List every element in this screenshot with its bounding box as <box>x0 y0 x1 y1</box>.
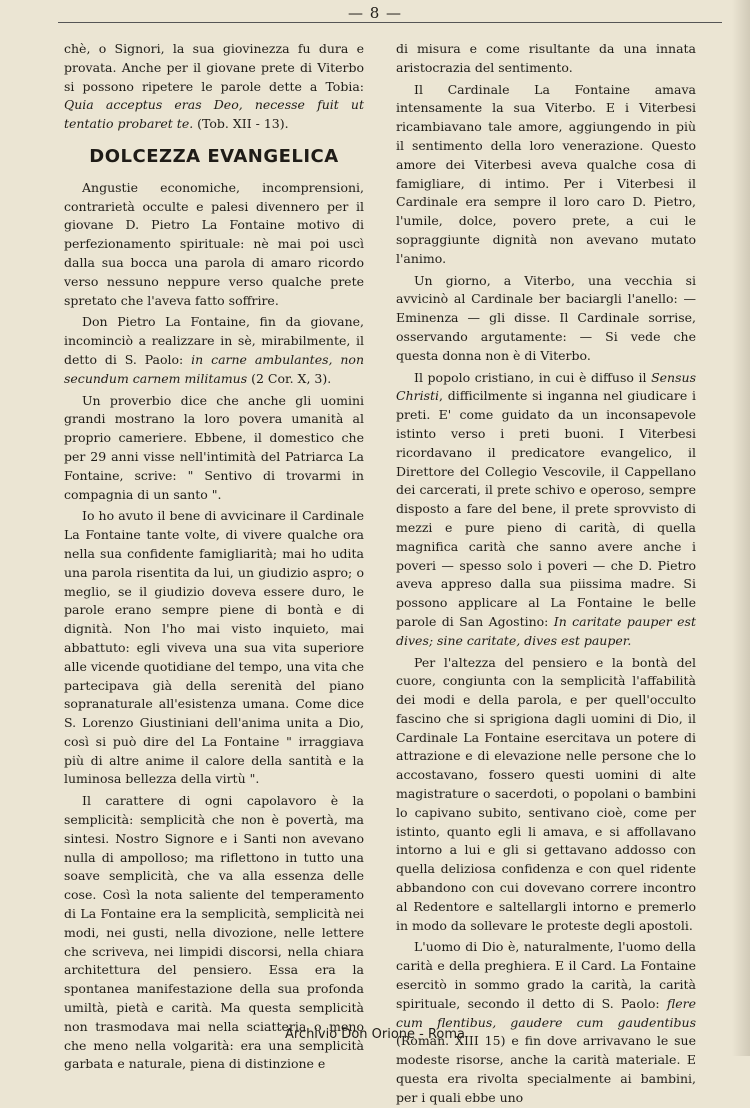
agostino-quote: In caritate pauper est dives; sine caritate, dives est pauper. <box>396 613 696 648</box>
paragraph: Per l'altezza del pensiero e la bontà del cuore, congiunta con la semplicità l'affabilità dei modi e della parola, e per quell'occulto fascino che si sprigiona dagli uomini di Dio, il Cardinale La Fontaine esercitava un potere di attrazione e di elevazione nelle persone che lo accostavano, fossero questi uomini di alte magistrature o sacerdoti, o popolani o bambini lo capivano subito, sentivano cioè, come per istinto, quanto egli li amava, e si affollavano intorno a lui e gli si gettavano addosso con quella deliziosa confidenza e con quel ridente abbandono con cui dovevano correre incontro al Redentore e saltellargli intorno e premerlo in modo da sollevare le proteste degli apostoli. <box>396 654 696 933</box>
paragraph: Un giorno, a Viterbo, una vecchia si avvicinò al Cardinale ber baciargli l'anello: — Eminenza — gli disse. Il Cardinale sorrise, osservando argutamente: — Si vede che questa donna non è di Viterbo. <box>396 272 696 363</box>
sensus-christi-quote: Sensus Christi <box>396 369 696 404</box>
header-rule <box>58 22 722 23</box>
paragraph <box>64 313 364 388</box>
paragraph: Il Cardinale La Fontaine amava intensamente la sua Viterbo. E i Viterbesi ricambiavano tale amore, aggiungendo in più il sentimento della loro venerazione. Questo amore dei Viterbesi aveva qualche cosa di famigliare, di intimo. Per i Viterbesi il Cardinale era sempre il loro caro D. Pietro, l'umile, dolce, povero prete, a cui le sopraggiunte dignità non avevano mutato l'animo. <box>396 81 696 266</box>
paragraph-reference: (2 Cor. X, 3). <box>247 370 332 386</box>
page-number: — 8 — <box>347 4 403 22</box>
paragraph: Angustie economiche, incomprensioni, contrarietà occulte e palesi divennero per il giovane D. Pietro La Fontaine motivo di perfezionamento spirituale: nè mai poi uscì dalla sua bocca una parola di amaro ricordo verso nessuno neppure verso qualche prete spretato che l'aveva fatto soffrire. <box>64 179 364 308</box>
section-title: DOLCEZZA EVANGELICA <box>89 145 339 167</box>
paragraph-text: Il popolo cristiano, in cui è diffuso il <box>414 369 652 385</box>
paragraph: di misura e come risultante da una innata aristocrazia del sentimento. <box>396 41 696 75</box>
right-column <box>396 40 696 1108</box>
intro-paragraph <box>64 40 364 134</box>
paul-quote: in carne ambulantes, non secundum carnem militamus <box>64 351 364 386</box>
paragraph-text: , difficilmente si inganna nel giudicare i preti. E' come guidato da un inconsapevole istinto verso i preti buoni. I Viterbesi ricordavano il predicatore evangelico, il Direttore del Collegio Vescovile, il Cappellano dei carcerati, il prete schivo e operoso, sempre disposto a fare del bene, il prete sprovvisto di mezzi e pure pieno di carità, di quella magnifica carità che sanno avere anche i poveri — spesso solo i poveri — che D. Pietro aveva appreso dalla sua piissima madre. Si possono applicare al La Fontaine le belle parole di San Agostino: <box>396 388 696 629</box>
archive-footer: Archivio Don Orione - Roma <box>284 1027 466 1042</box>
tobia-quote: Quia acceptus eras Deo, necesse fuit ut tentatio probaret te. <box>64 97 364 132</box>
page-edge-shadow <box>732 0 750 1056</box>
paragraph <box>396 369 696 651</box>
left-column <box>64 40 364 1074</box>
paragraph-text: Don Pietro La Fontaine, fin da giovane, incominciò a realizzare in sè, mirabilmente, il detto di S. Paolo: <box>64 314 364 367</box>
paragraph: Il carattere di ogni capolavoro è la semplicità: semplicità che non è povertà, ma sintesi. Nostro Signore e i Santi non avevano nulla di ampolloso; ma riflettono in tutto una soave semplicità, che va alla essenza delle cose. Così la nota saliente del temperamento di La Fontaine era la semplicità, semplicità nei modi, nei gusti, nella divozione, nelle lettere che scriveva, nei limpidi discorsi, nella chiara architettura del pensiero. Essa era la spontanea manifestazione della sua profonda umiltà, pietà e carità. Ma questa semplicità non trasmodava mai nella sciatteria o meno che meno nella volgarità: era una semplicità garbata e naturale, piena di distinzione e <box>64 793 364 1072</box>
paragraph-text: L'uomo di Dio è, naturalmente, l'uomo della carità e della preghiera. E il Card. La Fontaine esercitò in sommo grado la carità, la carità spirituale, secondo il detto di S. Paolo: <box>396 939 696 1011</box>
intro-text: chè, o Signori, la sua giovinezza fu dura e provata. Anche per il giovane prete di Viterbo si possono ripetere le parole dette a Tobia: <box>64 41 364 94</box>
paul-quote: flere cum flentibus, gaudere cum gaudentibus <box>396 995 696 1030</box>
paragraph: Io ho avuto il bene di avvicinare il Cardinale La Fontaine tante volte, di vivere qualche ora nella sua confidente famigliarità; mai ho udita una parola risentita da lui, un giudizio aspro; o meglio, se il giudizio doveva essere duro, le parole erano sempre piene di bontà e di dignità. Non l'ho mai visto inquieto, mai abbattuto: egli viveva una sua vita superiore alle vicende quotidiane del tempo, una vita che partecipava già della serenità del piano sopranaturale all'esistenza umana. Come dice S. Lorenzo Giustiniani dell'anima unita a Dio, così si può dire del La Fontaine " irraggiava più di altre anime il calore della santità e la luminosa bellezza della virtù ". <box>64 508 364 787</box>
paragraph-text: (Roman. XIII 15) e fin dove arrivavano le sue modeste risorse, anche la carità materiale. E questa era rivolta specialmente ai bambini, per i quali ebbe uno <box>396 1033 696 1105</box>
intro-reference: (Tob. XII - 13). <box>193 116 289 132</box>
paragraph: Un proverbio dice che anche gli uomini grandi mostrano la loro povera umanità al proprio cameriere. Ebbene, il domestico che per 29 anni visse nell'intimità del Patriarca La Fontaine, scrive: " Sentivo di trovarmi in compagnia di un santo ". <box>64 392 364 502</box>
paragraph <box>396 938 696 1107</box>
